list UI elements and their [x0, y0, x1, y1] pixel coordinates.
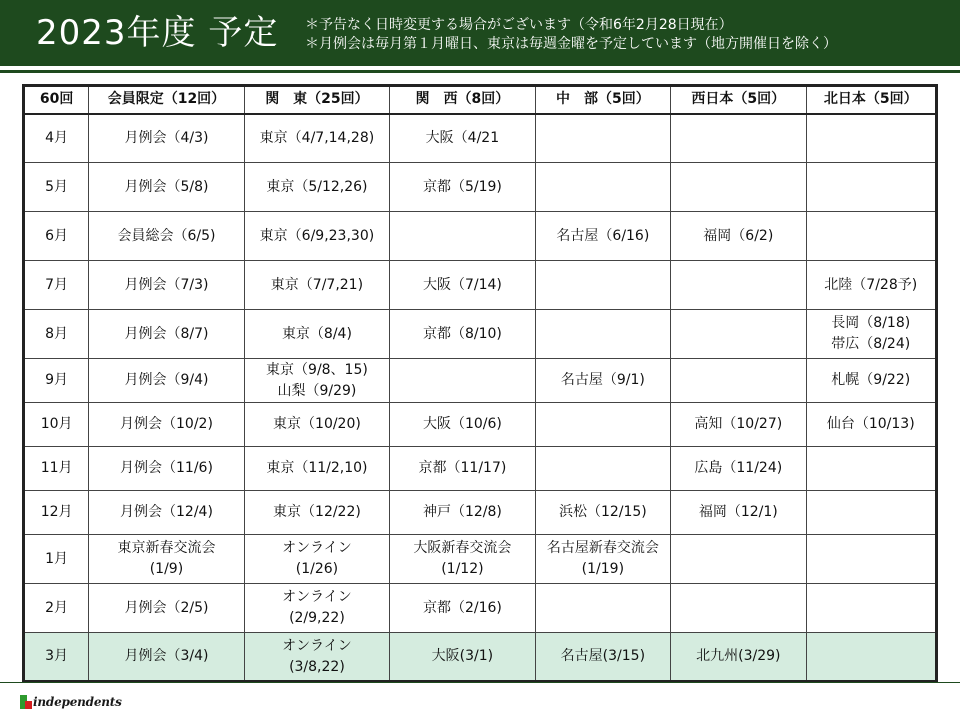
table-cell — [535, 114, 670, 163]
cell-text: 月例会（3/4) — [124, 648, 209, 664]
table-cell — [535, 310, 670, 359]
table-cell — [806, 212, 936, 261]
table-row — [24, 163, 937, 212]
cell-text: 会員総会（6/5) — [117, 227, 216, 244]
table-cell — [89, 359, 245, 403]
cell-text: 月例会（9/4) — [124, 372, 209, 388]
month-cell — [24, 584, 89, 633]
cell-text: 札幌（9/22) — [831, 372, 911, 388]
cell-text: 8月 — [45, 325, 69, 342]
table-cell — [244, 212, 389, 261]
table-row — [24, 114, 937, 163]
cell-text: 帯広（8/24) — [831, 336, 911, 352]
cell-text: 月例会（2/5) — [124, 599, 209, 616]
cell-text: オンライン — [282, 637, 352, 654]
column-header: 西日本（5回） — [671, 86, 806, 114]
table-cell — [806, 491, 936, 535]
table-cell — [671, 491, 806, 535]
table-cell — [244, 261, 389, 310]
column-header: 会員限定（12回） — [89, 86, 245, 114]
table-cell — [89, 584, 245, 633]
table-row — [24, 584, 937, 633]
table-cell — [535, 447, 670, 491]
cell-text: 名古屋(3/15) — [560, 648, 646, 664]
table-row — [24, 535, 937, 584]
cell-text: 10月 — [40, 416, 73, 432]
table-cell — [535, 491, 670, 535]
cell-text: 名古屋（6/16) — [556, 227, 650, 244]
cell-text: 京都（5/19) — [422, 178, 502, 195]
cell-text: 東京（4/7,14,28) — [259, 129, 375, 146]
cell-text: 9月 — [45, 372, 69, 388]
table-cell — [89, 212, 245, 261]
cell-text: 5月 — [45, 178, 69, 195]
table-cell — [806, 633, 936, 682]
table-cell — [671, 633, 806, 682]
page-title: 2023年度 予定 — [36, 13, 279, 53]
cell-text: 月例会（5/8) — [124, 178, 209, 195]
month-cell — [24, 491, 89, 535]
table-cell — [671, 359, 806, 403]
table-cell — [535, 535, 670, 584]
table-cell — [390, 310, 535, 359]
cell-text: 2月 — [45, 599, 69, 616]
cell-text: 京都（2/16) — [422, 599, 502, 616]
cell-text: 東京新春交流会 — [117, 540, 216, 556]
cell-text: 大阪（7/14) — [422, 276, 502, 293]
table-cell — [671, 212, 806, 261]
cell-text: 長岡（8/18) — [831, 315, 911, 331]
table-cell — [390, 261, 535, 310]
logo-mark-icon — [20, 695, 32, 709]
table-cell — [244, 491, 389, 535]
cell-text: 東京（10/20) — [273, 416, 361, 432]
table-cell — [89, 114, 245, 163]
table-cell — [806, 163, 936, 212]
table-cell — [806, 310, 936, 359]
table-cell — [89, 491, 245, 535]
table-cell — [89, 310, 245, 359]
column-header: 北日本（5回） — [806, 86, 936, 114]
cell-text: 名古屋新春交流会 — [546, 540, 659, 556]
table-cell — [535, 633, 670, 682]
table-cell — [390, 114, 535, 163]
cell-text: 仙台（10/13) — [826, 416, 915, 432]
table-cell — [806, 584, 936, 633]
table-cell — [806, 535, 936, 584]
cell-text: 東京（7/7,21) — [270, 276, 364, 293]
table-cell — [535, 403, 670, 447]
cell-text: (3/8,22) — [289, 658, 345, 675]
cell-text: (1/9) — [149, 561, 184, 577]
table-cell — [390, 403, 535, 447]
cell-text: 東京（11/2,10) — [266, 460, 368, 476]
table-cell — [89, 535, 245, 584]
header-divider — [0, 70, 960, 73]
company-logo — [20, 690, 122, 714]
cell-text: 東京（5/12,26) — [266, 178, 368, 195]
table-cell — [390, 447, 535, 491]
column-header: 60回 — [24, 86, 89, 114]
table-cell — [535, 212, 670, 261]
table-cell — [806, 114, 936, 163]
logo-text: independents — [33, 695, 122, 709]
month-cell — [24, 633, 89, 682]
cell-text: (2/9,22) — [289, 610, 345, 626]
table-cell — [535, 261, 670, 310]
table-row — [24, 359, 937, 403]
cell-text: 月例会（4/3) — [124, 129, 209, 146]
cell-text: 浜松（12/15) — [558, 504, 647, 520]
table-cell — [671, 403, 806, 447]
table-cell — [671, 114, 806, 163]
table-cell — [390, 584, 535, 633]
cell-text: 福岡（6/2) — [703, 227, 774, 244]
schedule-table — [22, 84, 938, 683]
cell-text: 大阪(3/1) — [431, 648, 494, 664]
table-cell — [244, 403, 389, 447]
cell-text: 広島（11/24) — [694, 460, 783, 476]
header-bar — [0, 0, 960, 66]
cell-text: 月例会（8/7) — [124, 325, 209, 342]
table-cell — [671, 310, 806, 359]
cell-text: 3月 — [45, 648, 69, 664]
cell-text: (1/12) — [441, 561, 484, 577]
cell-text: 山梨（9/29) — [277, 382, 357, 399]
table-cell — [535, 163, 670, 212]
cell-text: 東京（12/22) — [273, 504, 361, 520]
cell-text: 北九州(3/29) — [696, 648, 781, 664]
header-notes — [305, 16, 837, 54]
table-cell — [671, 447, 806, 491]
table-cell — [244, 447, 389, 491]
table-header-row — [24, 86, 937, 114]
month-cell — [24, 535, 89, 584]
table-cell — [806, 359, 936, 403]
cell-text: 6月 — [45, 227, 69, 244]
cell-text: 名古屋（9/1) — [560, 372, 645, 388]
month-cell — [24, 163, 89, 212]
cell-text: 月例会（10/2) — [120, 416, 213, 432]
table-cell — [244, 359, 389, 403]
table-row — [24, 261, 937, 310]
table-cell — [806, 447, 936, 491]
month-cell — [24, 359, 89, 403]
header-note-1: ＊予告なく日時変更する場合がございます（令和6年2月28日現在） — [305, 17, 733, 33]
table-cell — [671, 163, 806, 212]
cell-text: 高知（10/27) — [694, 416, 783, 432]
cell-text: 月例会（12/4) — [120, 504, 213, 520]
column-header: 関 西（8回） — [390, 86, 535, 114]
cell-text: 4月 — [45, 129, 69, 146]
month-cell — [24, 447, 89, 491]
table-cell — [244, 310, 389, 359]
footer-divider — [0, 682, 960, 683]
table-cell — [244, 114, 389, 163]
table-cell — [806, 403, 936, 447]
cell-text: (1/19) — [581, 561, 625, 577]
cell-text: 京都（8/10) — [422, 325, 502, 342]
column-header: 関 東（25回） — [244, 86, 389, 114]
table-row — [24, 491, 937, 535]
table-cell — [390, 212, 535, 261]
table-cell — [390, 359, 535, 403]
table-cell — [671, 584, 806, 633]
table-cell — [89, 447, 245, 491]
cell-text: 7月 — [45, 276, 69, 293]
table-cell — [244, 633, 389, 682]
table-cell — [535, 584, 670, 633]
table-cell — [390, 491, 535, 535]
table-cell — [89, 261, 245, 310]
table-row — [24, 310, 937, 359]
table-cell — [390, 163, 535, 212]
table-cell — [390, 535, 535, 584]
month-cell — [24, 261, 89, 310]
cell-text: 東京（9/8、15) — [266, 361, 368, 378]
table-cell — [244, 584, 389, 633]
cell-text: 神戸（12/8) — [422, 504, 502, 520]
table-cell — [535, 359, 670, 403]
table-cell — [89, 403, 245, 447]
table-row — [24, 633, 937, 682]
table-cell — [89, 163, 245, 212]
month-cell — [24, 212, 89, 261]
month-cell — [24, 310, 89, 359]
table-cell — [390, 633, 535, 682]
cell-text: オンライン — [282, 589, 352, 605]
table-cell — [671, 535, 806, 584]
table-row — [24, 447, 937, 491]
cell-text: オンライン — [282, 540, 352, 556]
table-row — [24, 403, 937, 447]
cell-text: 京都（11/17) — [418, 460, 507, 476]
cell-text: (1/26) — [295, 561, 339, 577]
column-header: 中 部（5回） — [535, 86, 670, 114]
cell-text: 東京（8/4) — [281, 325, 352, 342]
cell-text: 12月 — [40, 504, 73, 520]
table-cell — [244, 535, 389, 584]
table-body — [24, 114, 937, 682]
cell-text: 11月 — [40, 460, 73, 476]
cell-text: 大阪（10/6) — [422, 416, 502, 432]
cell-text: 月例会（11/6) — [120, 460, 213, 476]
cell-text: 福岡（12/1) — [698, 504, 778, 520]
month-cell — [24, 403, 89, 447]
table-cell — [244, 163, 389, 212]
table-row — [24, 212, 937, 261]
cell-text: 北陸（7/28予) — [824, 276, 918, 293]
cell-text: 東京（6/9,23,30) — [259, 227, 375, 244]
table-cell — [806, 261, 936, 310]
table-cell — [671, 261, 806, 310]
cell-text: 月例会（7/3) — [124, 276, 209, 293]
table-cell — [89, 633, 245, 682]
cell-text: 大阪（4/21 — [425, 129, 500, 146]
header-note-2: ＊月例会は毎月第１月曜日、東京は毎週金曜を予定しています（地方開催日を除く） — [305, 36, 837, 52]
month-cell — [24, 114, 89, 163]
cell-text: 大阪新春交流会 — [413, 540, 512, 556]
cell-text: 1月 — [45, 550, 69, 567]
